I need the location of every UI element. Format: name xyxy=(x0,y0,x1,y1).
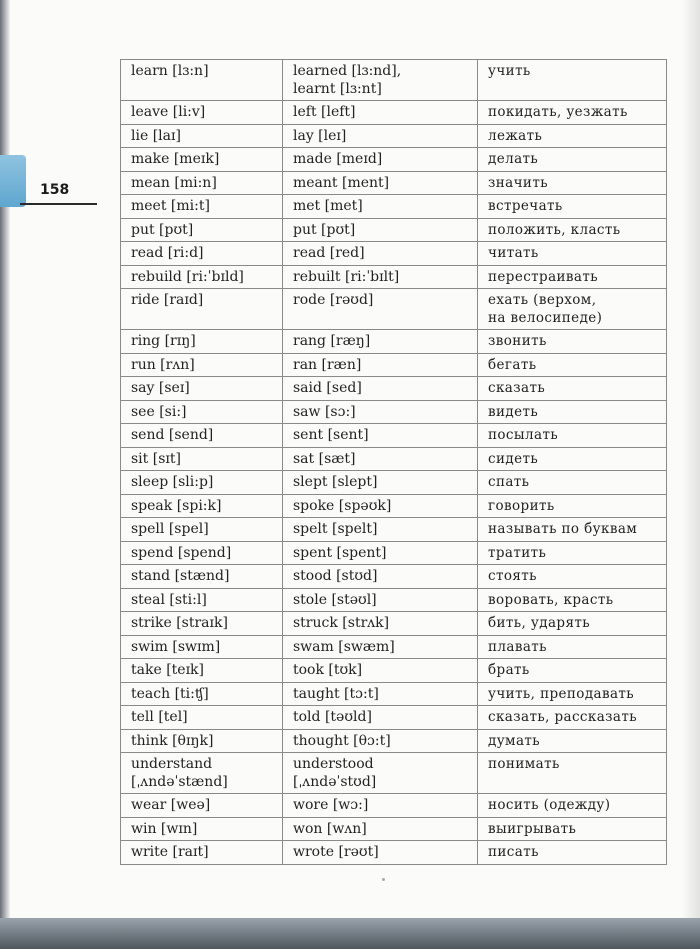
translation-cell: учить, преподавать xyxy=(478,682,667,706)
translation-cell: встречать xyxy=(478,195,667,219)
table-row xyxy=(121,400,667,424)
table-row xyxy=(121,195,667,219)
base-form-cell: strike [straɪk] xyxy=(121,612,283,636)
past-form-cell: spelt [spelt] xyxy=(283,518,478,542)
table-row xyxy=(121,729,667,753)
table-row xyxy=(121,148,667,172)
page-number-rule xyxy=(20,203,97,205)
base-form-cell: see [si:] xyxy=(121,400,283,424)
base-form-cell: write [raɪt] xyxy=(121,841,283,865)
translation-cell: бегать xyxy=(478,353,667,377)
past-form-cell: sent [sent] xyxy=(283,424,478,448)
base-form-cell: teach [ti:ʧ] xyxy=(121,682,283,706)
page-edge-shadow xyxy=(682,0,700,949)
translation-cell: спать xyxy=(478,471,667,495)
past-form-cell: spoke [spəʊk] xyxy=(283,494,478,518)
translation-cell: сказать, рассказать xyxy=(478,706,667,730)
base-form-cell: ride [raɪd] xyxy=(121,289,283,330)
base-form-cell: run [rʌn] xyxy=(121,353,283,377)
translation-cell: лежать xyxy=(478,124,667,148)
past-form-cell: spent [spent] xyxy=(283,541,478,565)
table-row xyxy=(121,171,667,195)
translation-cell: сидеть xyxy=(478,447,667,471)
table-row xyxy=(121,588,667,612)
base-form-cell: make [meɪk] xyxy=(121,148,283,172)
past-form-cell: took [tʊk] xyxy=(283,659,478,683)
table-row xyxy=(121,817,667,841)
table-row xyxy=(121,471,667,495)
translation-cell: учить xyxy=(478,60,667,101)
table-row xyxy=(121,60,667,101)
translation-cell: покидать, уезжать xyxy=(478,101,667,125)
translation-cell: носить (одежду) xyxy=(478,794,667,818)
base-form-cell: ring [rɪŋ] xyxy=(121,330,283,354)
translation-cell: посылать xyxy=(478,424,667,448)
base-form-cell: put [pʊt] xyxy=(121,218,283,242)
base-form-cell: spend [spend] xyxy=(121,541,283,565)
past-form-cell: wore [wɔ:] xyxy=(283,794,478,818)
base-form-cell: swim [swɪm] xyxy=(121,635,283,659)
translation-cell: думать xyxy=(478,729,667,753)
translation-cell: видеть xyxy=(478,400,667,424)
translation-cell: читать xyxy=(478,242,667,266)
table-row xyxy=(121,101,667,125)
table-row xyxy=(121,124,667,148)
translation-cell: называть по буквам xyxy=(478,518,667,542)
base-form-cell: win [wɪn] xyxy=(121,817,283,841)
table-row xyxy=(121,794,667,818)
translation-cell: писать xyxy=(478,841,667,865)
table-row xyxy=(121,494,667,518)
past-form-cell: made [meɪd] xyxy=(283,148,478,172)
translation-cell: тратить xyxy=(478,541,667,565)
table-row xyxy=(121,706,667,730)
base-form-cell: steal [sti:l] xyxy=(121,588,283,612)
base-form-cell: speak [spi:k] xyxy=(121,494,283,518)
base-form-cell: wear [weə] xyxy=(121,794,283,818)
base-form-cell: mean [mi:n] xyxy=(121,171,283,195)
past-form-cell: told [təʊld] xyxy=(283,706,478,730)
base-form-cell: meet [mi:t] xyxy=(121,195,283,219)
base-form-cell: rebuild [ri:ˈbɪld] xyxy=(121,265,283,289)
base-form-cell: learn [lɜ:n] xyxy=(121,60,283,101)
table-row xyxy=(121,541,667,565)
past-form-cell: wrote [rəʊt] xyxy=(283,841,478,865)
translation-cell: значить xyxy=(478,171,667,195)
table-row xyxy=(121,218,667,242)
past-form-cell: slept [slept] xyxy=(283,471,478,495)
base-form-cell: leave [li:v] xyxy=(121,101,283,125)
scan-bottom-edge xyxy=(0,918,700,949)
table-row xyxy=(121,265,667,289)
base-form-cell: stand [stænd] xyxy=(121,565,283,589)
past-form-cell: put [pʊt] xyxy=(283,218,478,242)
base-form-cell: send [send] xyxy=(121,424,283,448)
table-row xyxy=(121,565,667,589)
base-form-cell: sit [sɪt] xyxy=(121,447,283,471)
table-row xyxy=(121,518,667,542)
paper-speck xyxy=(382,878,385,881)
past-form-cell: read [red] xyxy=(283,242,478,266)
past-form-cell: stood [stʊd] xyxy=(283,565,478,589)
past-form-cell: lay [leɪ] xyxy=(283,124,478,148)
table-row xyxy=(121,682,667,706)
page-number: 158 xyxy=(40,182,70,198)
past-form-cell: struck [strʌk] xyxy=(283,612,478,636)
past-form-cell: left [left] xyxy=(283,101,478,125)
translation-cell: положить, класть xyxy=(478,218,667,242)
base-form-cell: tell [tel] xyxy=(121,706,283,730)
past-form-cell: sat [sæt] xyxy=(283,447,478,471)
translation-cell: понимать xyxy=(478,753,667,794)
past-form-cell: taught [tɔ:t] xyxy=(283,682,478,706)
base-form-cell: say [seɪ] xyxy=(121,377,283,401)
table-row xyxy=(121,659,667,683)
past-form-cell: learned [lɜ:nd], learnt [lɜ:nt] xyxy=(283,60,478,101)
translation-cell: звонить xyxy=(478,330,667,354)
past-form-cell: met [met] xyxy=(283,195,478,219)
table-row xyxy=(121,289,667,330)
verbs-table-body xyxy=(121,60,667,865)
translation-cell: сказать xyxy=(478,377,667,401)
table-row xyxy=(121,612,667,636)
translation-cell: делать xyxy=(478,148,667,172)
past-form-cell: understood [ˌʌndəˈstʊd] xyxy=(283,753,478,794)
past-form-cell: said [sed] xyxy=(283,377,478,401)
table-row xyxy=(121,841,667,865)
base-form-cell: understand [ˌʌndəˈstænd] xyxy=(121,753,283,794)
page-spine-shadow xyxy=(0,0,10,949)
past-form-cell: swam [swæm] xyxy=(283,635,478,659)
translation-cell: воровать, красть xyxy=(478,588,667,612)
base-form-cell: spell [spel] xyxy=(121,518,283,542)
base-form-cell: read [ri:d] xyxy=(121,242,283,266)
past-form-cell: stole [stəʊl] xyxy=(283,588,478,612)
table-row xyxy=(121,753,667,794)
translation-cell: ехать (верхом, на велосипеде) xyxy=(478,289,667,330)
past-form-cell: rang [ræŋ] xyxy=(283,330,478,354)
table-row xyxy=(121,635,667,659)
table-row xyxy=(121,242,667,266)
irregular-verbs-table xyxy=(120,59,667,865)
translation-cell: стоять xyxy=(478,565,667,589)
past-form-cell: rode [rəʊd] xyxy=(283,289,478,330)
translation-cell: бить, ударять xyxy=(478,612,667,636)
past-form-cell: thought [θɔ:t] xyxy=(283,729,478,753)
past-form-cell: meant [ment] xyxy=(283,171,478,195)
translation-cell: перестраивать xyxy=(478,265,667,289)
table-row xyxy=(121,377,667,401)
base-form-cell: sleep [sli:p] xyxy=(121,471,283,495)
translation-cell: говорить xyxy=(478,494,667,518)
past-form-cell: saw [sɔ:] xyxy=(283,400,478,424)
table-row xyxy=(121,447,667,471)
table-row xyxy=(121,353,667,377)
translation-cell: выигрывать xyxy=(478,817,667,841)
table-row xyxy=(121,424,667,448)
past-form-cell: won [wʌn] xyxy=(283,817,478,841)
section-tab-marker xyxy=(0,155,26,207)
table-row xyxy=(121,330,667,354)
base-form-cell: take [teɪk] xyxy=(121,659,283,683)
past-form-cell: rebuilt [ri:ˈbɪlt] xyxy=(283,265,478,289)
translation-cell: брать xyxy=(478,659,667,683)
translation-cell: плавать xyxy=(478,635,667,659)
base-form-cell: lie [laɪ] xyxy=(121,124,283,148)
base-form-cell: think [θɪŋk] xyxy=(121,729,283,753)
past-form-cell: ran [ræn] xyxy=(283,353,478,377)
